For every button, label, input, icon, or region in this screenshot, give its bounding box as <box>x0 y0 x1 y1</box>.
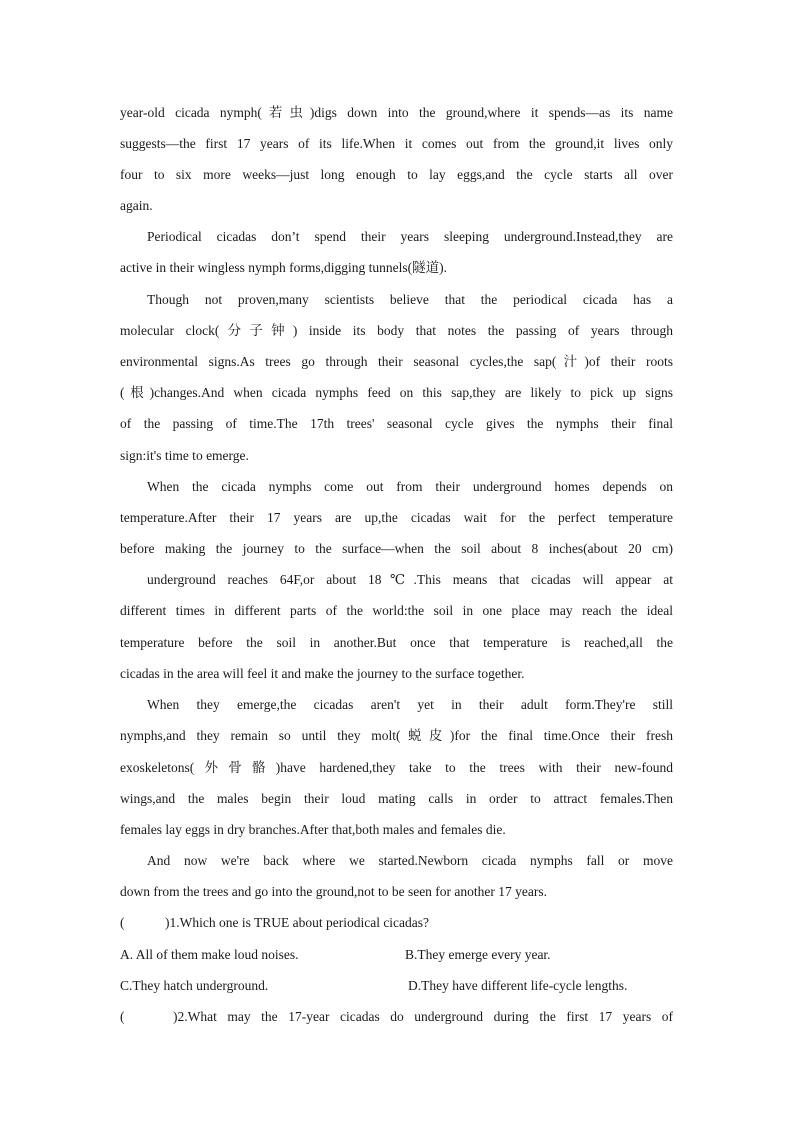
question-1-option-a: A. All of them make loud noises. <box>120 947 299 962</box>
passage-line: underground reaches 64F,or about 18℃.This means that cicadas will appear at <box>147 572 673 587</box>
passage-line: females lay eggs in dry branches.After that,both males and females die. <box>120 822 506 837</box>
passage-line: exoskeletons(外骨骼)have hardened,they take to the trees with their new-found <box>120 760 673 775</box>
passage-line: before making the journey to the surface—when the soil about 8 inches(about 20 cm) <box>120 541 673 556</box>
question-1-option-d: D.They have different life-cycle lengths. <box>408 978 628 993</box>
passage-line: When the cicada nymphs come out from their underground homes depends on <box>147 479 673 494</box>
passage-line: When they emerge,the cicadas aren't yet in their adult form.They're still <box>147 697 673 712</box>
passage-line: of the passing of time.The 17th trees' seasonal cycle gives the nymphs their final <box>120 416 673 431</box>
question-1-option-b: B.They emerge every year. <box>405 947 551 962</box>
passage-line: sign:it's time to emerge. <box>120 448 249 463</box>
passage-line: wings,and the males begin their loud mating calls in order to attract females.Then <box>120 791 673 806</box>
passage-line: temperature before the soil in another.But once that temperature is reached,all the <box>120 635 673 650</box>
passage-line: year-old cicada nymph(若虫)digs down into the ground,where it spends—as its name <box>120 105 673 120</box>
passage-line: four to six more weeks—just long enough to lay eggs,and the cycle starts all over <box>120 167 673 182</box>
question-1-option-c: C.They hatch underground. <box>120 978 269 993</box>
passage-line: active in their wingless nymph forms,digging tunnels(隧道). <box>120 260 447 275</box>
passage-line: different times in different parts of the world:the soil in one place may reach the ideal <box>120 603 673 618</box>
passage-line: suggests—the first 17 years of its life.When it comes out from the ground,it lives only <box>120 136 673 151</box>
passage-line: down from the trees and go into the ground,not to be seen for another 17 years. <box>120 884 548 899</box>
passage-line: temperature.After their 17 years are up,the cicadas wait for the perfect temperature <box>120 510 673 525</box>
question-2-stem: ( )2.What may the 17-year cicadas do underground during the first 17 years of <box>120 1009 673 1024</box>
passage-line: Periodical cicadas don’t spend their years sleeping underground.Instead,they are <box>147 229 673 244</box>
passage-line: (根)changes.And when cicada nymphs feed on this sap,they are likely to pick up signs <box>120 385 673 400</box>
passage-line: molecular clock(分子钟) inside its body that notes the passing of years through <box>120 323 673 338</box>
passage-line: cicadas in the area will feel it and make the journey to the surface together. <box>120 666 525 681</box>
passage-line: again. <box>120 198 153 213</box>
passage-line: environmental signs.As trees go through their seasonal cycles,the sap(汁)of their roots <box>120 354 673 369</box>
question-1-stem: ( )1.Which one is TRUE about periodical cicadas? <box>120 915 430 930</box>
passage-line: nymphs,and they remain so until they molt(蜕皮)for the final time.Once their fresh <box>120 728 673 743</box>
passage-line: Though not proven,many scientists believe that the periodical cicada has a <box>147 292 673 307</box>
passage-line: And now we're back where we started.Newborn cicada nymphs fall or move <box>147 853 673 868</box>
